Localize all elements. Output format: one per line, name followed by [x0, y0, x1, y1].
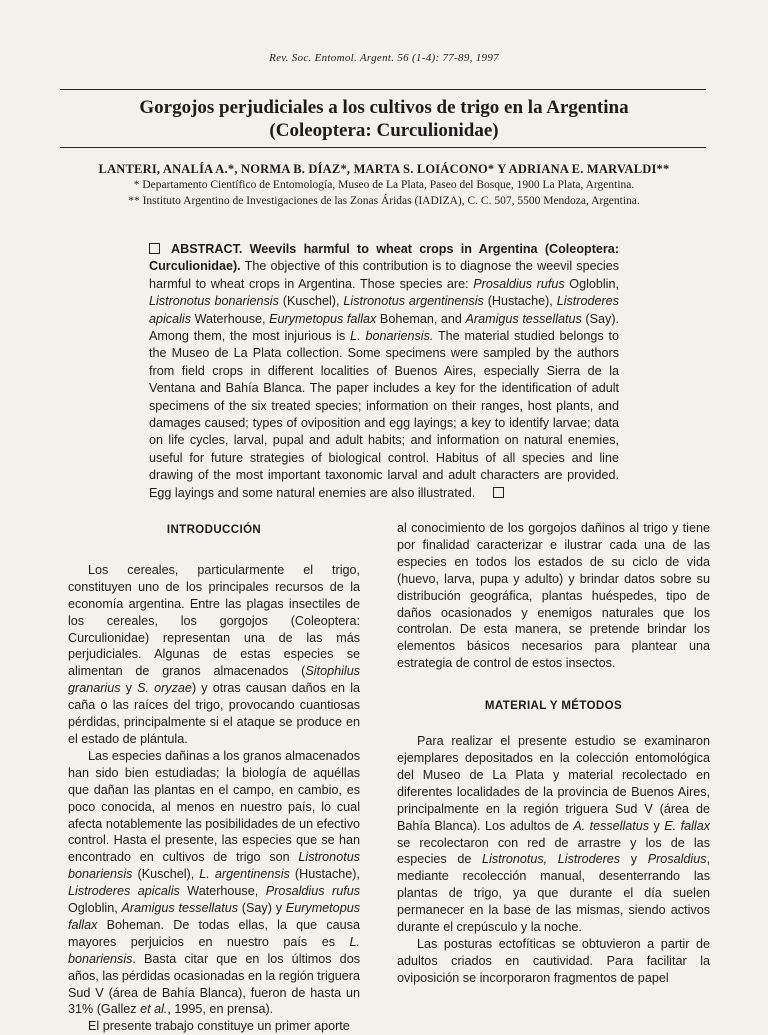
intro-paragraph-3-continued: al conocimiento de los gorgojos dañinos al trigo y tiene por finalidad caracterizar e ilustrar cada una de las especies en todos los estados de su ciclo de vida (huevo, larva, pupa y adulto) y brindar datos sobre su distribución geográfica, plantas huéspedes, tipo de daños ocasionados y enemigos naturales que los controlan. De esta manera, se pretende brindar los elementos básicos necesarios para plantear una estrategia de control de estos insectos.	[397, 521, 710, 671]
title-line-1: Gorgojos perjudiciales a los cultivos de trigo en la Argentina	[139, 97, 629, 118]
methods-paragraph-1: Para realizar el presente estudio se examinaron ejemplares depositados en la colección entomológica del Museo de La Plata y material recolectado en diferentes localidades de la provincia de Buenos Aires, principalmente en la región triguera Sud V (área de Bahía Blanca). Los adultos de A. tessellatus y E. fallax se recolectaron con red de arrastre y los de las especies de Listronotus, Listroderes y Prosaldius, mediante recolección manual, desenterrando las plantas de trigo, ya que durante el día suelen permanecer en la base de las mismas, siendo activos durante el crepúsculo y la noche.	[397, 734, 711, 935]
author-list: LANTERI, ANALÍA A.*, NORMA B. DÍAZ*, MARTA S. LOIÁCONO* Y ADRIANA E. MARVALDI**	[98, 162, 670, 176]
left-column	[68, 522, 360, 1035]
journal-citation: Rev. Soc. Entomol. Argent. 56 (1-4): 77-89, 1997	[269, 52, 499, 64]
methods-paragraph-2: Las posturas ectofíticas se obtuvieron a partir de adultos criados en cautividad. Para facilitar la oviposición se incorporaron fragmentos de papel	[397, 936, 710, 985]
intro-paragraph-2: Las especies dañinas a los granos almacenados han sido bien estudiadas; la biología de aquéllas que dañan las plantas en el campo, en cambio, es poco conocida, al menos en nuestro país, lo cual afecta notablemente las posibilidades de un efectivo control. Hasta el presente, las especies que se han encontrado en cultivos de trigo son Listronotus bonariensis (Kuschel), L. argentinensis (Hustache), Listroderes apicalis Waterhouse, Prosaldius rufus Ogloblin, Aramigus tessellatus (Say) y Eurymetopus fallax Boheman. De todas ellas, la que causa mayores perjuicios en nuestro país es L. bonariensis. Basta citar que en los últimos dos años, las pérdidas ocasionadas en la región triguera Sud V (área de Bahía Blanca), fueron de hasta un 31% (Gallez et al., 1995, en prensa).	[68, 748, 361, 1017]
abstract-heading: ABSTRACT. Weevils harmful to wheat crops in Argentina (Coleoptera: Curculionidae).	[149, 242, 619, 274]
intro-paragraph-3: El presente trabajo constituye un primer aporte	[88, 1019, 350, 1034]
section-heading-material-metodos: MATERIAL Y MÉTODOS	[484, 700, 623, 713]
top-rule	[60, 89, 706, 90]
close-square-icon	[493, 487, 504, 498]
author-3: MARTA S. LOIÁCONO*	[353, 162, 495, 176]
author-1: LANTERI, ANALÍA A.*	[98, 162, 235, 176]
author-4: ADRIANA E. MARVALDI**	[508, 162, 670, 176]
title-rule	[60, 147, 706, 148]
affiliation-2: ** Instituto Argentino de Investigaciones de las Zonas Áridas (IADIZA), C. C. 507, 5500 Mendoza, Argentina.	[128, 195, 640, 207]
article-title	[40, 96, 728, 142]
affiliations	[40, 177, 728, 209]
right-column	[397, 520, 710, 987]
affiliation-1: * Departamento Científico de Entomología, Museo de La Plata, Paseo del Bosque, 1900 La Plata, Argentina.	[133, 179, 635, 191]
section-heading-introduccion: INTRODUCCIÓN	[166, 524, 262, 536]
abstract: ABSTRACT. Weevils harmful to wheat crops in Argentina (Coleoptera: Curculionidae). The objective of this contribution is to diagnose the weevil species harmful to wheat crops in Argentina. Those species are: Prosaldius rufus Ogloblin, Listronotus bonariensis (Kuschel), Listronotus argentinensis (Hustache), Listroderes apicalis Waterhouse, Eurymetopus fallax Boheman, and Aramigus tessellatus (Say). Among them, the most injurious is L. bonariensis. The material studied belongs to the Museo de La Plata collection. Some specimens were sampled by the authors from field crops in different localities of Buenos Aires, especially Sierra de la Ventana and Bahía Blanca. The paper includes a key for the identification of adult specimens of the six treated species; information on their ranges, host plants, and damages caused; types of oviposition and egg layings; a key to identify larvae; data on life cycles, larval, pupal and adult habits; and information on natural enemies, useful for future strategies of biological control. Habitus of all species and line drawing of the most important taxonomic larval and adult characters are provided. Egg layings and some natural enemies are also illustrated.	[149, 242, 620, 500]
intro-paragraph-1: Los cereales, particularmente el trigo, constituyen uno de los principales recursos de la economía argentina. Entre las plagas insectiles de los cereales, los gorgojos (Coleoptera: Curculionidae) representan una de las más perjudiciales. Algunas de estas especies se alimentan de granos almacenados (Sitophilus granarius y S. oryzae) y otras causan daños en la caña o las raíces del trigo, provocando cuantiosas pérdidas, principalmente si el ataque se produce en el estado de plántula.	[68, 562, 360, 746]
title-line-2: (Coleoptera: Curculionidae)	[269, 120, 499, 141]
open-square-icon	[149, 243, 160, 254]
author-2: NORMA B. DÍAZ*	[240, 162, 347, 176]
